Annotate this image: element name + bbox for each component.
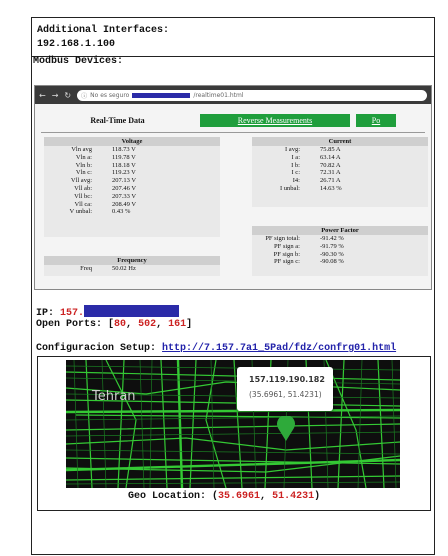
- reading-label: I4:: [292, 177, 300, 185]
- reading-value: -90.30 %: [320, 250, 344, 258]
- location-pin-icon[interactable]: [276, 416, 296, 442]
- power-factor-panel: [252, 226, 428, 276]
- reading-row: [44, 162, 220, 170]
- reading-value: -91.42 %: [320, 235, 344, 242]
- current-panel: [252, 137, 428, 207]
- setup-label: Configuracion Setup:: [36, 343, 157, 354]
- reading-value: 63.14 A: [320, 153, 341, 161]
- reading-value: 118.18 V: [112, 161, 136, 169]
- tab-reverse-measurements[interactable]: Reverse Measurements: [200, 114, 350, 127]
- reading-value: 207.33 V: [112, 192, 137, 200]
- reading-value: 208.49 V: [112, 200, 137, 208]
- tab-power[interactable]: Po: [356, 114, 396, 127]
- reading-label: Vll bc:: [74, 192, 92, 200]
- reading-row: [252, 243, 428, 251]
- reading-row: [44, 185, 220, 193]
- geo-label: Geo Location:: [128, 491, 207, 502]
- ip-line: [36, 305, 179, 319]
- reading-value: 26.71 A: [320, 177, 341, 185]
- ports-line: Open Ports: [80, 502, 161]: [36, 319, 193, 330]
- divider: [41, 132, 425, 133]
- reading-row: [252, 154, 428, 162]
- reading-value: 14.63 %: [320, 184, 342, 192]
- interfaces-ip: 192.168.1.100: [37, 39, 116, 50]
- reading-row: [44, 169, 220, 177]
- reading-row: [44, 177, 220, 185]
- reading-label: PF sign total:: [265, 235, 300, 242]
- reading-value: 207.46 V: [112, 184, 137, 192]
- browser-toolbar: [35, 86, 431, 104]
- back-icon[interactable]: ←: [39, 90, 46, 100]
- reading-label: Freq: [80, 265, 92, 272]
- geo-lat: 35.6961: [218, 491, 261, 502]
- city-label: Tehran: [92, 389, 136, 404]
- reading-row: [252, 169, 428, 177]
- address-bar[interactable]: [77, 90, 427, 101]
- reading-value: 75.85 A: [320, 146, 341, 153]
- reading-label: I unbal:: [279, 184, 300, 192]
- reading-label: I a:: [291, 153, 300, 161]
- interfaces-label: Additional Interfaces:: [37, 25, 170, 36]
- additional-interfaces-box: [31, 17, 435, 57]
- redacted-ip: [84, 305, 179, 317]
- tooltip-coords: (35.6961, 51.4231): [249, 390, 322, 399]
- reading-value: 207.13 V: [112, 177, 137, 185]
- reading-label: Vln c:: [75, 169, 92, 177]
- reading-row: [252, 251, 428, 259]
- reading-label: Vll ca:: [74, 200, 92, 208]
- reading-row: [252, 185, 428, 193]
- port-502: 502: [138, 319, 157, 330]
- reading-row: [252, 258, 428, 266]
- setup-link[interactable]: http://7.157.7a1_5Pad/fdz/confrg01.html: [162, 343, 397, 354]
- meter-nav: [35, 112, 431, 128]
- tooltip-ip: 157.119.190.182: [249, 375, 325, 384]
- power-factor-header: Power Factor: [252, 226, 428, 235]
- reading-value: 118.73 V: [112, 146, 136, 153]
- reading-row: [44, 146, 220, 154]
- reading-row: [44, 265, 220, 273]
- reading-label: I avg:: [285, 146, 300, 153]
- reading-label: PF sign b:: [273, 250, 300, 258]
- reading-row: [44, 193, 220, 201]
- ports-label: Open Ports:: [36, 319, 103, 330]
- reading-value: -90.08 %: [320, 258, 344, 266]
- reading-row: [252, 146, 428, 154]
- port-80: 80: [114, 319, 127, 330]
- reading-label: Vln b:: [75, 161, 92, 169]
- geo-location: Geo Location: (35.6961, 51.4231): [128, 491, 321, 502]
- ip-value: 157.: [60, 308, 85, 319]
- reading-row: [44, 201, 220, 209]
- reading-label: Vln a:: [75, 153, 92, 161]
- voltage-panel: [44, 137, 220, 237]
- geo-lon: 51.4231: [272, 491, 315, 502]
- reading-row: [44, 154, 220, 162]
- map-tooltip: [237, 367, 333, 411]
- reading-label: I b:: [291, 161, 300, 169]
- frequency-header: Frequency: [44, 256, 220, 265]
- info-icon: ⓘ: [81, 92, 88, 100]
- frequency-panel: [44, 256, 220, 276]
- modbus-devices-label: Modbus Devices:: [33, 56, 124, 67]
- url-path: /realtime01.html: [193, 91, 244, 99]
- reading-value: 70.82 A: [320, 161, 341, 169]
- url-insecure-label: No es seguro: [90, 91, 130, 99]
- map-view[interactable]: [66, 360, 400, 488]
- forward-icon[interactable]: →: [51, 90, 59, 100]
- reading-value: 0.43 %: [112, 208, 131, 216]
- reading-row: [252, 162, 428, 170]
- reading-row: [252, 235, 428, 243]
- reading-label: Vll ab:: [74, 184, 92, 192]
- voltage-header: Voltage: [44, 137, 220, 146]
- reading-value: 50.02 Hz: [112, 265, 136, 272]
- reading-label: Vln avg: [71, 146, 92, 153]
- reading-value: 119.78 V: [112, 153, 136, 161]
- reading-row: [252, 177, 428, 185]
- reload-icon[interactable]: ↻: [64, 90, 72, 100]
- reading-value: 119.23 V: [112, 169, 136, 177]
- meter-title: Real-Time Data: [90, 115, 145, 125]
- reading-label: I c:: [291, 169, 300, 177]
- road-network: [66, 360, 400, 488]
- reading-value: -91.79 %: [320, 242, 344, 250]
- reading-label: Vll avg:: [70, 177, 92, 185]
- setup-line: [36, 343, 396, 354]
- ip-label: IP:: [36, 308, 55, 319]
- reading-label: PF sign a:: [273, 242, 300, 250]
- port-161: 161: [168, 319, 187, 330]
- reading-row: [44, 208, 220, 216]
- redacted-host: [132, 93, 190, 98]
- reading-value: 72.31 A: [320, 169, 341, 177]
- reading-label: PF sign c:: [273, 258, 300, 266]
- reading-label: V unbal:: [69, 208, 92, 216]
- current-header: Current: [252, 137, 428, 146]
